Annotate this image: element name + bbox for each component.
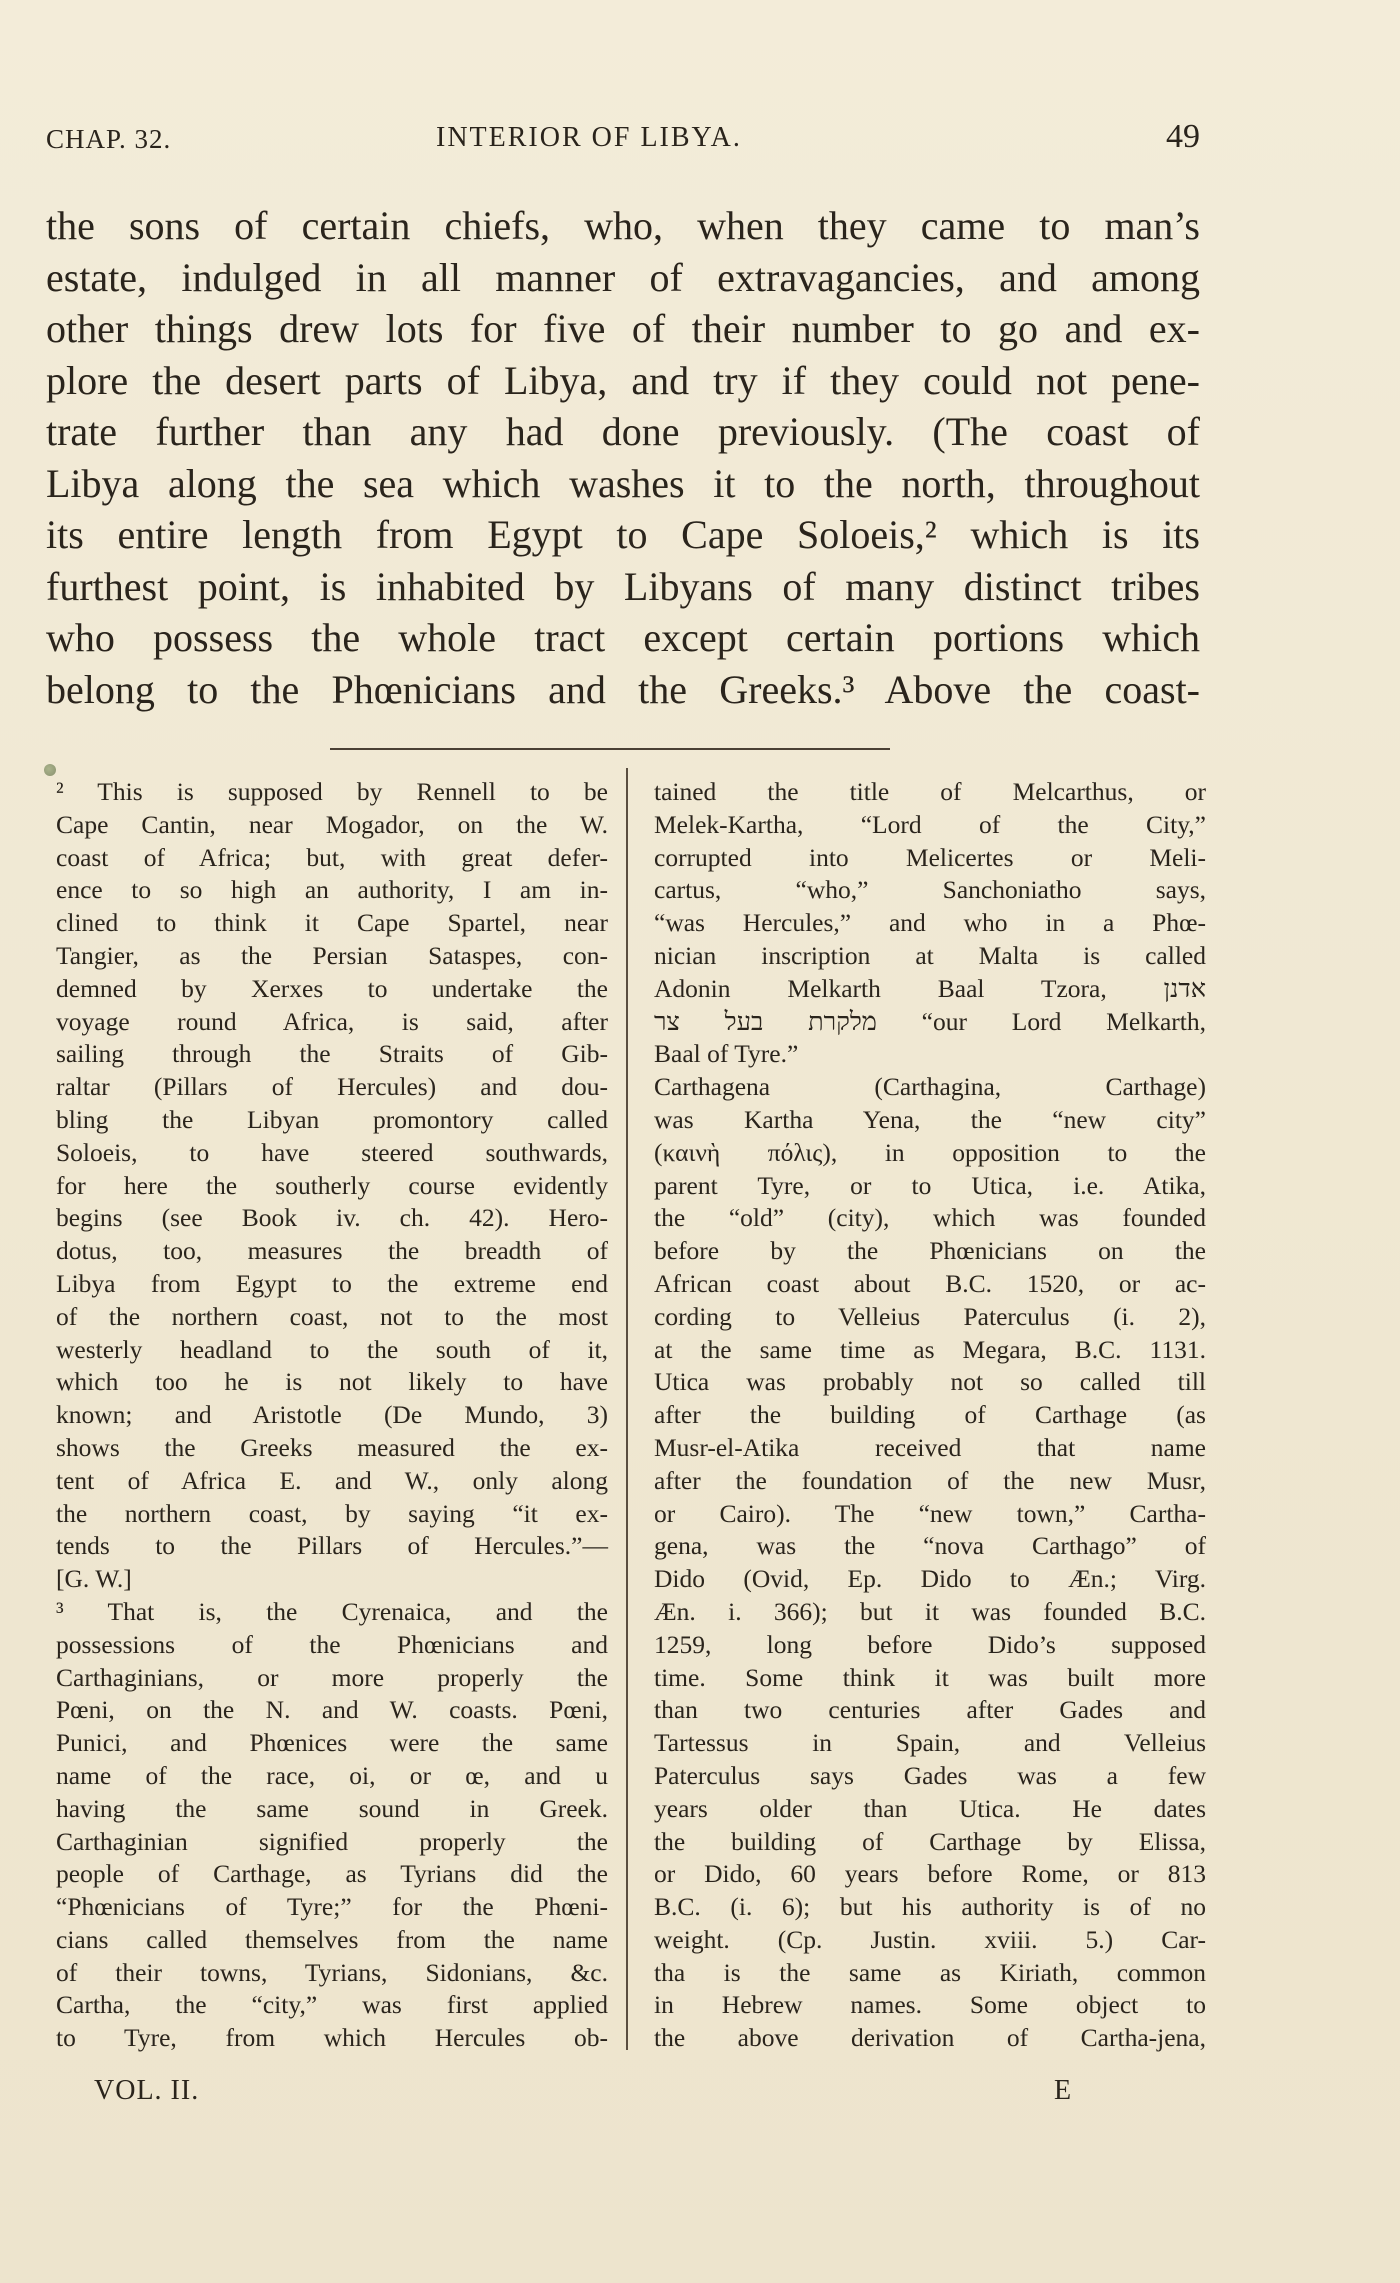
footnote-line: Melek-Kartha, “Lord of the City,” (654, 809, 1206, 839)
footnote-line: Paterculus says Gades was a few (654, 1760, 1206, 1790)
footnotes-left-column (56, 776, 608, 2055)
footnote-line: tained the title of Melcarthus, or (654, 777, 1206, 806)
volume-label: VOL. II. (94, 2075, 200, 2106)
body-text-line: its entire length from Egypt to Cape Soloeis,² which is its (46, 512, 1200, 557)
footnote-line: “Phœnicians of Tyre;” for the Phœni- (56, 1892, 608, 1922)
footnote-line: Carthaginians, or more properly the (56, 1662, 608, 1692)
footnote-line: known; and Aristotle (De Mundo, 3) (56, 1400, 608, 1430)
footnote-line: Punici, and Phœnices were the same (56, 1728, 608, 1758)
body-text-line: trate further than any had done previously. (The coast of (46, 409, 1200, 454)
footnote-line: voyage round Africa, is said, after (56, 1006, 608, 1036)
footnote-line: Carthaginian signified properly the (56, 1826, 608, 1856)
running-header (46, 118, 1200, 168)
footnote-line: Musr-el-Atika received that name (654, 1432, 1206, 1462)
footnote-line: dotus, too, measures the breadth of (56, 1236, 608, 1266)
footnote-line: after the foundation of the new Musr, (654, 1465, 1206, 1495)
footnote-line: corrupted into Melicertes or Meli- (654, 842, 1206, 872)
footnote-column-divider (626, 768, 628, 2050)
footnote-line: westerly headland to the south of it, (56, 1334, 608, 1364)
footnote-line: ³ That is, the Cyrenaica, and the (56, 1596, 608, 1626)
footnote-line: having the same sound in Greek. (56, 1793, 608, 1823)
footnote-line: tent of Africa E. and W., only along (56, 1465, 608, 1495)
page-number: 49 (1166, 118, 1200, 155)
footnote-line: Cape Cantin, near Mogador, on the W. (56, 809, 608, 839)
footnote-line: to Tyre, from which Hercules ob- (56, 2023, 608, 2053)
footnote-line: at the same time as Megara, B.C. 1131. (654, 1334, 1206, 1364)
footnote-line: the “old” (city), which was founded (654, 1203, 1206, 1233)
footnote-line: coast of Africa; but, with great defer- (56, 842, 608, 872)
footnote-line: the above derivation of Cartha-jena, (654, 2023, 1206, 2053)
footnote-line: Baal of Tyre.” (654, 1039, 799, 1069)
body-text-line: the sons of certain chiefs, who, when they came to man’s (46, 203, 1200, 248)
footnote-line: demned by Xerxes to undertake the (56, 973, 608, 1003)
body-text-line: furthest point, is inhabited by Libyans of many distinct tribes (46, 563, 1200, 609)
footnote-line: the building of Carthage by Elissa, (654, 1826, 1206, 1856)
footnote-line: Æn. i. 366); but it was founded B.C. (654, 1596, 1206, 1626)
footnote-line: people of Carthage, as Tyrians did the (56, 1859, 608, 1889)
footnote-line: for here the southerly course evidently (56, 1170, 608, 1200)
body-text-line: plore the desert parts of Libya, and try if they could not pene- (46, 357, 1200, 403)
footnote-line: bling the Libyan promontory called (56, 1104, 608, 1134)
footnote-line: Carthagena (Carthagina, Carthage) (654, 1072, 1206, 1102)
footnote-line: cartus, “who,” Sanchoniatho says, (654, 875, 1206, 905)
footnote-line: before by the Phœnicians on the (654, 1236, 1206, 1266)
footnote-line: Adonin Melkarth Baal Tzora, אדנן (654, 973, 1206, 1003)
footnote-line: cians called themselves from the name (56, 1924, 608, 1954)
signature-mark: E (1054, 2075, 1072, 2106)
body-text-line: belong to the Phœnicians and the Greeks.³ Above the coast- (46, 666, 1200, 712)
footnote-line: which too he is not likely to have (56, 1367, 608, 1397)
footnote-line: name of the race, oi, or œ, and u (56, 1760, 608, 1790)
footnote-line: ² This is supposed by Rennell to be (56, 777, 608, 806)
footnote-line: clined to think it Cape Spartel, near (56, 908, 608, 938)
footnote-line: years older than Utica. He dates (654, 1793, 1206, 1823)
footnote-line: in Hebrew names. Some object to (654, 1990, 1206, 2020)
footnote-line: Pœni, on the N. and W. coasts. Pœni, (56, 1695, 608, 1725)
footnote-line: begins (see Book iv. ch. 42). Hero- (56, 1203, 608, 1233)
footnotes-right-column (654, 776, 1206, 2055)
footnote-line: tends to the Pillars of Hercules.”— (56, 1531, 608, 1561)
footnote-line: Utica was probably not so called till (654, 1367, 1206, 1397)
footnote-line: 1259, long before Dido’s supposed (654, 1629, 1206, 1659)
footnote-line: ence to so high an authority, I am in- (56, 875, 608, 905)
running-title: INTERIOR OF LIBYA. (436, 122, 742, 153)
footnote-line: Tartessus in Spain, and Velleius (654, 1728, 1206, 1758)
footnote-line: Soloeis, to have steered southwards, (56, 1137, 608, 1167)
ink-spot-mark (44, 764, 56, 776)
footnote-line: B.C. (i. 6); but his authority is of no (654, 1892, 1206, 1922)
footnote-line: time. Some think it was built more (654, 1662, 1206, 1692)
body-text-line: estate, indulged in all manner of extravagancies, and among (46, 254, 1200, 300)
body-text-line: who possess the whole tract except certain portions which (46, 615, 1200, 660)
footnote-line: [G. W.] (56, 1564, 132, 1594)
footnote-line: or Dido, 60 years before Rome, or 813 (654, 1859, 1206, 1889)
footnote-line: was Kartha Yena, the “new city” (654, 1104, 1206, 1134)
footnote-line: shows the Greeks measured the ex- (56, 1432, 608, 1462)
footnote-line: of the northern coast, not to the most (56, 1301, 608, 1331)
footnote-line: מלקרת בעל צר “our Lord Melkarth, (654, 1006, 1206, 1036)
footnote-line: sailing through the Straits of Gib- (56, 1039, 608, 1069)
body-text-line: other things drew lots for five of their number to go and ex- (46, 306, 1200, 351)
footnote-line: parent Tyre, or to Utica, i.e. Atika, (654, 1170, 1206, 1200)
footnote-line: gena, was the “nova Carthago” of (654, 1531, 1206, 1561)
footnote-line: “was Hercules,” and who in a Phœ- (654, 908, 1206, 938)
footnote-line: after the building of Carthage (as (654, 1400, 1206, 1430)
footnote-separator-rule (330, 748, 890, 750)
footnote-line: than two centuries after Gades and (654, 1695, 1206, 1725)
chapter-label: CHAP. 32. (46, 124, 172, 154)
footnote-line: the northern coast, by saying “it ex- (56, 1498, 608, 1528)
footnote-line: or Cairo). The “new town,” Cartha- (654, 1498, 1206, 1528)
page-footer (94, 2075, 1204, 2115)
footnote-line: Dido (Ovid, Ep. Dido to Æn.; Virg. (654, 1564, 1206, 1594)
footnote-line: African coast about B.C. 1520, or ac- (654, 1268, 1206, 1298)
footnote-line: nician inscription at Malta is called (654, 940, 1206, 970)
footnote-line: Libya from Egypt to the extreme end (56, 1268, 608, 1298)
footnote-line: of their towns, Tyrians, Sidonians, &c. (56, 1957, 608, 1987)
footnote-line: raltar (Pillars of Hercules) and dou- (56, 1072, 608, 1102)
footnote-line: tha is the same as Kiriath, common (654, 1957, 1206, 1987)
footnote-line: cording to Velleius Paterculus (i. 2), (654, 1301, 1206, 1331)
footnote-line: Tangier, as the Persian Sataspes, con- (56, 940, 608, 970)
footnote-line: possessions of the Phœnicians and (56, 1629, 608, 1659)
main-body-text (46, 200, 1200, 715)
footnote-line: Cartha, the “city,” was first applied (56, 1990, 608, 2020)
footnote-line: (καινὴ πόλις), in opposition to the (654, 1137, 1206, 1167)
footnote-line: weight. (Cp. Justin. xviii. 5.) Car- (654, 1924, 1206, 1954)
body-text-line: Libya along the sea which washes it to the north, throughout (46, 460, 1200, 506)
